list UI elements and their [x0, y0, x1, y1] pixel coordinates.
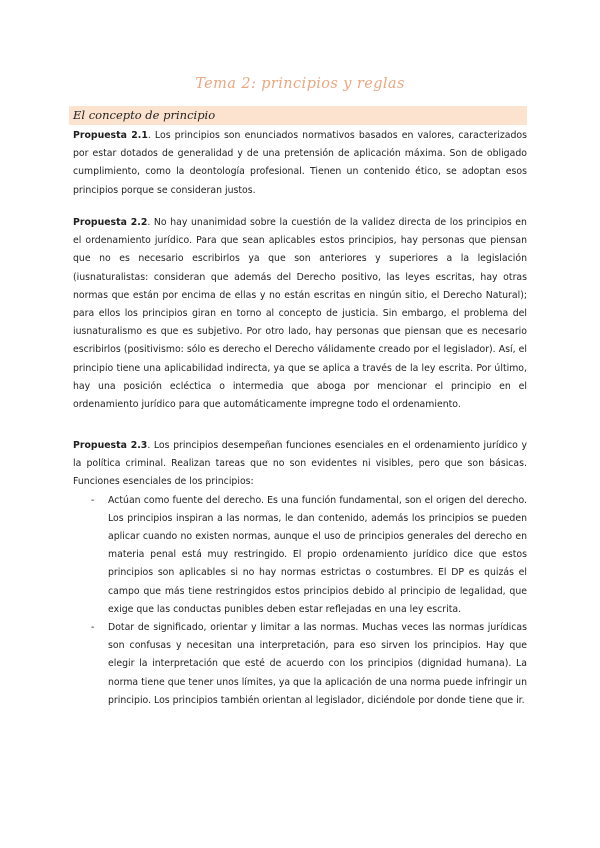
- list-item: [73, 619, 527, 710]
- paragraph-lead: Propuesta 2.3: [73, 440, 148, 451]
- page-title: Tema 2: principios y reglas: [195, 76, 405, 92]
- paragraph-propuesta-2-2: [73, 214, 527, 414]
- section-heading-bar: [69, 106, 527, 125]
- functions-list: [73, 492, 527, 710]
- paragraph-propuesta-2-3: [73, 437, 527, 710]
- paragraph-propuesta-2-1: [73, 127, 527, 200]
- list-item-text: Dotar de significado, orientar y limitar a las normas. Muchas veces las normas jurídicas son confusas y necesitan una interpretación, para eso sirven los principios. Hay que elegir la interpretación que esté de acuerdo con los principios (dignidad humana). La norma tiene que tener unos límites, ya que la aplicación de una norma puede infringir un principio. Los principios también orientan al legislador, diciéndole por donde tiene que ir.: [108, 622, 527, 706]
- paragraph-lead: Propuesta 2.2: [73, 217, 148, 228]
- paragraph-lead: Propuesta 2.1: [73, 130, 148, 141]
- paragraph-text: . Los principios son enunciados normativos basados en valores, caracterizados por estar dotados de generalidad y de una pretensión de aplicación máxima. Son de obligado cumplimiento, como la deontología profesional. Tienen un contenido ético, se adoptan esos principios porque se consideran justos.: [73, 130, 527, 196]
- section-heading: El concepto de principio: [73, 108, 216, 122]
- bullet-dash: -: [91, 494, 95, 506]
- list-item-text: Actúan como fuente del derecho. Es una función fundamental, son el origen del derecho. Los principios inspiran a las normas, le dan contenido, además los principios se pueden aplicar cuando no existen normas, aunque el uso de principios generales del derecho en materia penal está muy restringido. El propio ordenamiento jurídico dice que estos principios son aplicables si no hay normas estrictas o costumbres. El DP es quizás el campo que más tiene restringidos estos principios debido al principio de legalidad, que exige que las conductas punibles deben estar reflejadas en una ley escrita.: [108, 494, 527, 615]
- bullet-dash: -: [91, 622, 95, 634]
- paragraph-text: . Los principios desempeñan funciones esenciales en el ordenamiento jurídico y la política criminal. Realizan tareas que no son evidentes ni visibles, pero que son básicas. Funciones esenciales de los principios:: [73, 440, 527, 488]
- paragraph-text: . No hay unanimidad sobre la cuestión de la validez directa de los principios en el ordenamiento jurídico. Para que sean aplicables estos principios, hay personas que piensan que no es necesario escribirlos ya que son anteriores y superiores a la legislación (iusnaturalistas: consideran que además del Derecho positivo, las leyes escritas, hay otras normas que están por encima de ellas y no están escritas en ningún sitio, el Derecho Natural); para ellos los principios giran en torno al concepto de justicia. Sin embargo, el problema del iusnaturalismo es que es subjetivo. Por otro lado, hay personas que piensan que es necesario escribirlos (positivismo: sólo es derecho el Derecho válidamente creado por el legislador). Así, el principio tiene una aplicabilidad indirecta, ya que se aplica a través de la ley escrita. Por último, hay una posición ecléctica o intermedia que aboga por mencionar el principio en el ordenamiento jurídico para que automáticamente impregne todo el ordenamiento.: [73, 217, 527, 411]
- list-item: [73, 492, 527, 619]
